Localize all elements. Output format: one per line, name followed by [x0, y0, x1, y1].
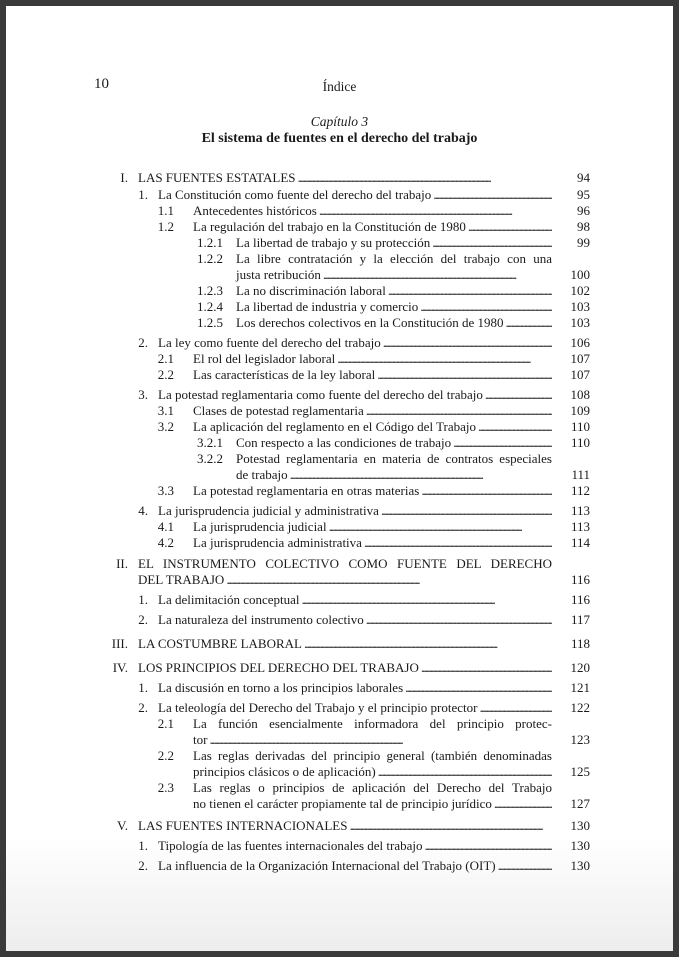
toc-entry-number: 2. [138, 612, 148, 627]
dot-leader [405, 680, 552, 696]
toc-entry-page: 110 [570, 435, 590, 450]
toc-entry-line [138, 636, 552, 652]
toc-entry-title: Con respecto a las condiciones de trabajo [236, 435, 452, 450]
toc-entry-page: 94 [577, 170, 590, 185]
toc-entry-number: 2.1 [157, 716, 174, 731]
toc-entry-title: EL INSTRUMENTO COLECTIVO COMO FUENTE DEL DERECHO [138, 556, 552, 571]
toc-entry-number: 4.2 [157, 535, 174, 550]
toc-entry-page: 109 [570, 403, 590, 418]
dot-leader [494, 796, 552, 812]
toc-entry-number: 1.2.5 [197, 315, 223, 330]
toc-entry-title: LAS FUENTES INTERNACIONALES [138, 818, 348, 833]
dot-leader [366, 612, 552, 628]
toc-entry-title: La Constitución como fuente del derecho del trabajo [158, 187, 432, 202]
toc-entry-number: V. [117, 818, 128, 833]
toc-entry-line [236, 435, 552, 451]
toc-entry-page: 121 [570, 680, 590, 695]
toc-entry-line [236, 299, 552, 315]
toc-entry-number: 1.2.3 [197, 283, 223, 298]
toc-entry-line [158, 838, 552, 854]
toc-entry-title: Tipología de las fuentes internacionales del trabajo [158, 838, 423, 853]
toc-entry-page: 112 [570, 483, 590, 498]
dot-leader [364, 535, 552, 551]
toc-entry-line [236, 467, 552, 483]
toc-entry-title: La no discriminación laboral [236, 283, 386, 298]
toc-entry-title: La libertad de industria y comercio [236, 299, 419, 314]
toc-entry-title: LA COSTUMBRE LABORAL [138, 636, 302, 651]
dot-leader [506, 315, 552, 331]
toc-entry-page: 122 [570, 700, 590, 715]
toc-entry-page: 103 [570, 299, 590, 314]
toc-entry-number: III. [111, 636, 128, 651]
dot-leader [432, 235, 552, 251]
toc-entry-number: 3.3 [157, 483, 174, 498]
toc-entry-page: 98 [577, 219, 590, 234]
dot-leader [498, 858, 552, 874]
toc-entry-title-continued: justa retribución [236, 267, 321, 282]
toc-entry-page: 107 [570, 367, 590, 382]
toc-entry-number: 2.2 [157, 748, 174, 763]
toc-entry-line [193, 367, 552, 383]
toc-entry-line [138, 170, 552, 186]
toc-entry-title-continued: de trabajo [236, 467, 288, 482]
toc-entry-title: Las reglas derivadas del principio general (también denominadas [193, 748, 552, 763]
toc-entry-title: La teleología del Derecho del Trabajo y el principio protector [158, 700, 478, 715]
dot-leader [478, 419, 552, 435]
toc-entry-line [138, 818, 552, 834]
toc-entry-number: IV. [112, 660, 128, 675]
toc-entry-page: 118 [570, 636, 590, 651]
toc-entry-title-continued: no tienen el carácter propiamente tal de principio jurídico [193, 796, 492, 811]
toc-entry-line [193, 764, 552, 780]
dot-leader [381, 503, 552, 519]
dot-leader [366, 403, 552, 419]
toc-entry-number: 1. [138, 187, 148, 202]
dot-leader [337, 351, 552, 367]
dot-leader [304, 636, 552, 652]
toc-entry-line [236, 235, 552, 251]
toc-entry-title: LAS FUENTES ESTATALES [138, 170, 296, 185]
toc-entry-title: La influencia de la Organización Internacional del Trabajo (OIT) [158, 858, 496, 873]
toc-entry-title: Clases de potestad reglamentaria [193, 403, 364, 418]
dot-leader [433, 187, 552, 203]
toc-entry-number: 3.2 [157, 419, 174, 434]
toc-entry-line [193, 796, 552, 812]
toc-entry-title: La libertad de trabajo y su protección [236, 235, 431, 250]
toc-entry-title: La libre contratación y la elección del trabajo con una [236, 251, 552, 266]
toc-entry-number: 4. [138, 503, 148, 518]
dot-leader [349, 818, 552, 834]
toc-entry-title: La ley como fuente del derecho del trabajo [158, 335, 381, 350]
toc-entry-title-continued: principios clásicos o de aplicación) [193, 764, 376, 779]
toc-entry-line [193, 535, 552, 551]
toc-entry-title: La jurisprudencia judicial y administrativa [158, 503, 379, 518]
toc-entry-page: 95 [577, 187, 590, 202]
toc-entry-number: II. [116, 556, 128, 571]
toc-entry-title-continued: tor [193, 732, 208, 747]
toc-entry-number: 3.2.2 [197, 451, 223, 466]
toc-entry-line [193, 732, 552, 748]
toc-entry-title: Potestad reglamentaria en materia de contratos especiales [236, 451, 552, 466]
toc-entry-line [193, 419, 552, 435]
dot-leader [377, 367, 552, 383]
toc-entry-line [158, 612, 552, 628]
dot-leader [226, 572, 552, 588]
toc-entry-number: 4.1 [157, 519, 174, 534]
toc-entry-page: 107 [570, 351, 590, 366]
toc-entry-title: La regulación del trabajo en la Constitución de 1980 [193, 219, 466, 234]
dot-leader [420, 299, 552, 315]
toc-entry-page: 125 [570, 764, 590, 779]
dot-leader [485, 387, 552, 403]
toc-entry-line [193, 483, 552, 499]
toc-entry-page: 113 [570, 519, 590, 534]
toc-entry-line [158, 700, 552, 716]
toc-entry-page: 111 [571, 467, 590, 482]
running-title: Índice [322, 79, 357, 94]
toc-entry-page: 117 [570, 612, 590, 627]
toc-entry-line [158, 503, 552, 519]
toc-entry-title-continued: DEL TRABAJO [138, 572, 225, 587]
toc-entry-title: Los derechos colectivos en la Constitución de 1980 [236, 315, 504, 330]
toc-entry-line [138, 572, 552, 588]
toc-entry-page: 127 [570, 796, 590, 811]
page-number: 10 [94, 76, 109, 92]
toc-entry-number: 2.1 [157, 351, 174, 366]
toc-entry-number: 1.2.4 [197, 299, 223, 314]
dot-leader [468, 219, 552, 235]
toc-entry-number: 1.2.1 [197, 235, 223, 250]
dot-leader [388, 283, 552, 299]
toc-entry-number: 3.1 [157, 403, 174, 418]
toc-entry-line [158, 858, 552, 874]
dot-leader [378, 764, 552, 780]
toc-entry-number: 2.3 [157, 780, 174, 795]
toc-entry-line [158, 187, 552, 203]
toc-entry-number: 3.2.1 [197, 435, 223, 450]
toc-entry-number: I. [120, 170, 128, 185]
toc-entry-number: 3. [138, 387, 148, 402]
toc-entry-page: 113 [570, 503, 590, 518]
book-page [6, 6, 673, 951]
toc-entry-number: 1.1 [157, 203, 174, 218]
toc-entry-line [193, 351, 552, 367]
toc-entry-page: 110 [570, 419, 590, 434]
dot-leader [302, 592, 553, 608]
toc-entry-line [158, 335, 552, 351]
toc-entry-title: La jurisprudencia judicial [193, 519, 327, 534]
toc-entry-title: Las reglas o principios de aplicación del Derecho del Trabajo [193, 780, 552, 795]
toc-entry-page: 100 [570, 267, 590, 282]
toc-entry-page: 116 [570, 572, 590, 587]
toc-entry-page: 106 [570, 335, 590, 350]
toc-entry-line [138, 660, 552, 676]
toc-entry-number: 1.2 [157, 219, 174, 234]
toc-entry-title: La aplicación del reglamento en el Código del Trabajo [193, 419, 477, 434]
toc-entry-line [193, 403, 552, 419]
toc-entry-page: 130 [570, 818, 590, 833]
toc-entry-line [158, 592, 552, 608]
toc-entry-line [236, 283, 552, 299]
toc-entry-title: La naturaleza del instrumento colectivo [158, 612, 364, 627]
dot-leader [453, 435, 552, 451]
toc-entry-title: LOS PRINCIPIOS DEL DERECHO DEL TRABAJO [138, 660, 419, 675]
toc-entry-title: La delimitación conceptual [158, 592, 300, 607]
toc-entry-page: 114 [570, 535, 590, 550]
toc-entry-line [193, 519, 552, 535]
toc-entry-number: 2.2 [157, 367, 174, 382]
dot-leader [329, 519, 552, 535]
toc-entry-number: 1. [138, 592, 148, 607]
toc-entry-number: 2. [138, 700, 148, 715]
toc-entry-title: La potestad reglamentaria como fuente del derecho del trabajo [158, 387, 483, 402]
toc-entry-title: Antecedentes históricos [193, 203, 317, 218]
dot-leader [319, 203, 552, 219]
dot-leader [425, 838, 552, 854]
toc-entry-title: La jurisprudencia administrativa [193, 535, 362, 550]
toc-entry-page: 120 [570, 660, 590, 675]
dot-leader [298, 170, 552, 186]
toc-entry-number: 1.2.2 [197, 251, 223, 266]
chapter-title: El sistema de fuentes en el derecho del trabajo [201, 131, 478, 146]
toc-entry-number: 1. [138, 838, 148, 853]
toc-entry-page: 130 [570, 838, 590, 853]
dot-leader [290, 467, 552, 483]
toc-entry-page: 108 [570, 387, 590, 402]
toc-entry-title: La discusión en torno a los principios laborales [158, 680, 404, 695]
toc-entry-number: 2. [138, 858, 148, 873]
dot-leader [383, 335, 552, 351]
toc-entry-page: 102 [570, 283, 590, 298]
toc-entry-line [158, 387, 552, 403]
toc-entry-page: 96 [577, 203, 590, 218]
toc-entry-page: 99 [577, 235, 590, 250]
toc-entry-page: 130 [570, 858, 590, 873]
toc-entry-line [193, 203, 552, 219]
toc-entry-line [236, 267, 552, 283]
toc-entry-title: La potestad reglamentaria en otras materias [193, 483, 420, 498]
toc-entry-title: El rol del legislador laboral [193, 351, 336, 366]
dot-leader [209, 732, 552, 748]
toc-entry-number: 2. [138, 335, 148, 350]
toc-entry-page: 116 [570, 592, 590, 607]
toc-entry-line [193, 219, 552, 235]
dot-leader [323, 267, 552, 283]
toc-entry-line [236, 315, 552, 331]
toc-entry-page: 123 [570, 732, 590, 747]
toc-entry-title: La función esencialmente informadora del principio protec- [193, 716, 552, 731]
toc-entry-title: Las características de la ley laboral [193, 367, 376, 382]
dot-leader [421, 660, 552, 676]
dot-leader [421, 483, 552, 499]
toc-entry-line [158, 680, 552, 696]
toc-entry-number: 1. [138, 680, 148, 695]
chapter-label: Capítulo 3 [310, 114, 369, 129]
dot-leader [479, 700, 552, 716]
toc-entry-page: 103 [570, 315, 590, 330]
